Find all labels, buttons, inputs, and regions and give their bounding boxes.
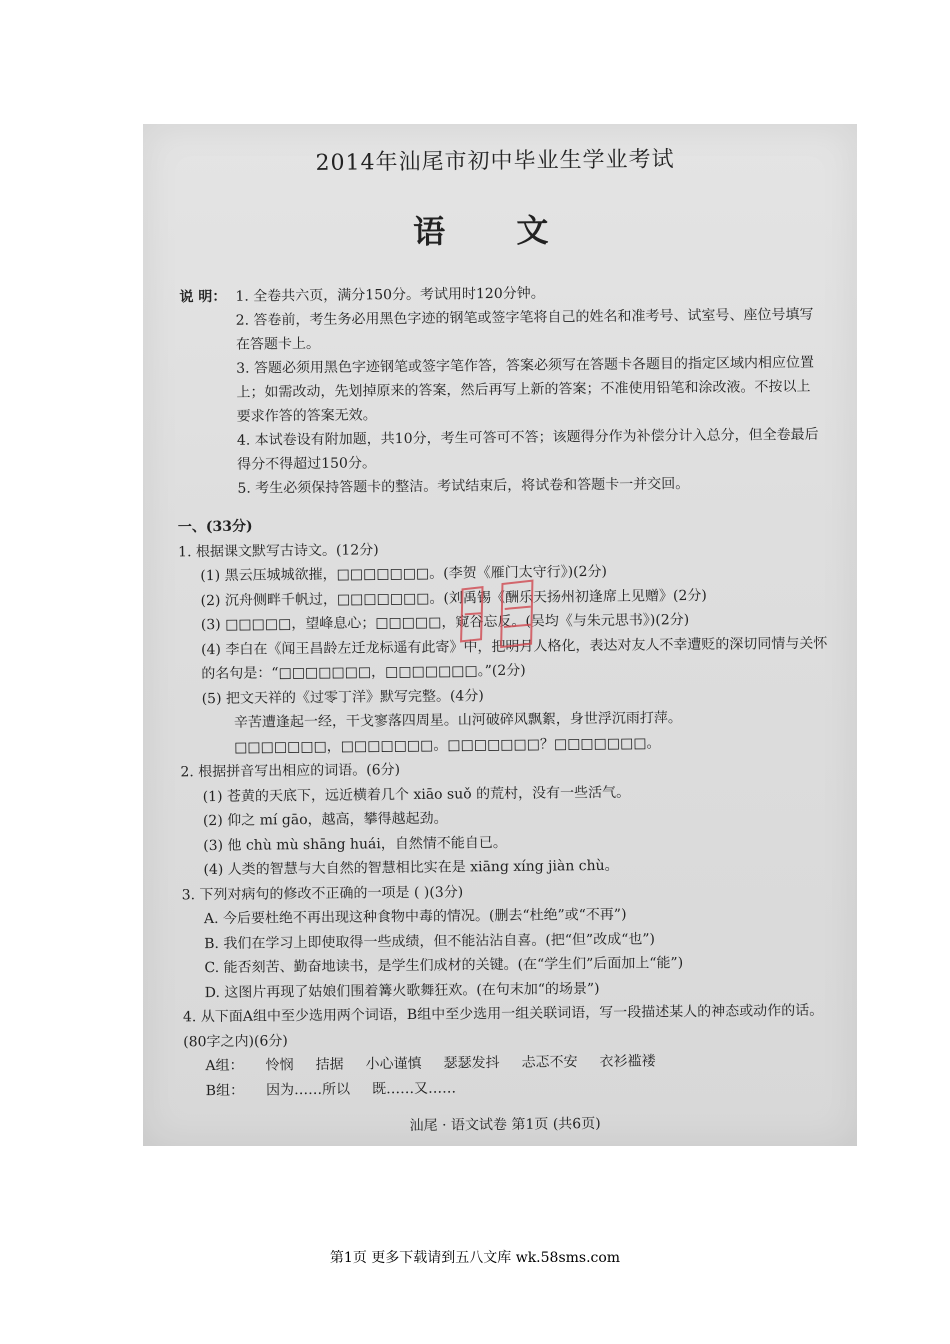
question-1-item: (1) 黑云压城城欲摧，□□□□□□□。(李贺《雁门太守行》)(2分) (200, 563, 608, 585)
poem-blanks: □□□□□□□，□□□□□□□。□□□□□□□？□□□□□□□。 (234, 734, 661, 756)
subject-title: 语 文 (412, 211, 579, 251)
question-2-item: (1) 苍黄的天底下，远近横着几个 xiāo suǒ 的荒村，没有一些活气。 (202, 784, 631, 805)
question-2-item: (4) 人类的智慧与大自然的智慧相比实在是 xiāng xíng jiàn chù。 (203, 857, 619, 879)
group-a-word: 忐忑不安 (521, 1054, 578, 1071)
instruction-item: 2. 答卷前，考生务必用黑色字迹的钢笔或签字笔将自己的姓名和准考号、试室号、座位号填写在答题卡上。 (235, 306, 814, 353)
exam-title: 2014年汕尾市初中毕业生学业考试 (315, 147, 675, 176)
question-1-item: (3) □□□□□，望峰息心；□□□□□，窥谷忘反。(吴均《与朱元思书》)(2分) (200, 612, 690, 634)
question-3-option: D. 这图片再现了姑娘们围着篝火歌舞狂欢。(在句末加“的场景”) (204, 980, 600, 1001)
group-b-pair: 因为……所以 (265, 1081, 351, 1098)
exam-photo (143, 124, 857, 1146)
group-a-word: 瑟瑟发抖 (443, 1055, 500, 1072)
sheet-footer: 汕尾 · 语文试卷 第1页 (共6页) (409, 1115, 601, 1134)
question-1-item: (5) 把文天祥的《过零丁洋》默写完整。(4分) (201, 687, 484, 707)
instruction-item: 4. 本试卷设有附加题，共10分，考生可答可不答；该题得分作为补偿分计入总分，但全卷最后得分不得超过150分。 (236, 426, 819, 473)
group-a-word: 衣衫褴褛 (599, 1053, 656, 1070)
red-stamp-mark (442, 568, 563, 659)
instruction-item: 3. 答题必须用黑色字迹钢笔或签字笔作答，答案必须写在答题卡各题目的指定区域内相应位置上；如需改动，先划掉原来的答案，然后再写上新的答案；不准使用铅笔和涂改液。不按以上要求作答的答案无效。 (236, 354, 815, 425)
question-2-stem: 2. 根据拼音写出相应的词语。(6分) (180, 762, 401, 781)
exam-sheet (143, 124, 857, 1146)
question-2-item: (3) 他 chù mù shāng huái，自然情不能自已。 (203, 834, 507, 854)
poem-line: 辛苦遭逢起一经，干戈寥落四周星。山河破碎风飘絮，身世浮沉雨打萍。 (233, 710, 682, 731)
instruction-item: 1. 全卷共六页，满分150分。考试用时120分钟。 (235, 285, 545, 305)
question-1-item: (4) 李白在《闻王昌龄左迁龙标遥有此寄》中，把明月人格化，表达对友人不幸遭贬的深切同情与关怀的名句是：“□□□□□□□，□□□□□□□。”(2分) (201, 635, 828, 683)
group-b-pair: 既……又…… (371, 1079, 457, 1097)
instructions (179, 279, 821, 502)
group-b-label: B组： (205, 1082, 245, 1099)
question-3-option: B. 我们在学习上即使取得一些成绩，但不能沾沾自喜。(把“但”改成“也”) (204, 930, 656, 952)
section-title: 一、(33分) (177, 518, 253, 536)
group-a-word: 小心谨慎 (365, 1055, 422, 1073)
question-1-item: (2) 沉舟侧畔千帆过，□□□□□□□。(刘禹锡《酬乐天扬州初逢席上见赠》(2分) (200, 587, 707, 609)
question-3-option: C. 能否刻苦、勤奋地读书，是学生们成材的关键。(在“学生们”后面加上“能”) (204, 955, 684, 977)
instructions-label: 说 明： (179, 288, 227, 306)
group-a-label: A组： (205, 1057, 244, 1075)
instruction-item: 5. 考生必须保持答题卡的整洁。考试结束后，将试卷和答题卡一并交回。 (237, 476, 690, 497)
page-footer: 第1页 更多下载请到五八文库 wk.58sms.com (329, 1250, 621, 1266)
group-a-word: 拮据 (315, 1056, 344, 1073)
question-4-stem: 4. 从下面A组中至少选用两个词语，B组中至少选用一组关联词语，写一段描述某人的神态或动作的话。(80字之内)(6分) (182, 1002, 824, 1050)
question-3-stem: 3. 下列对病句的修改不正确的一项是 ( )(3分) (181, 883, 464, 903)
question-3-option: A. 今后要杜绝不再出现这种食物中毒的情况。(删去“杜绝”或“不再”) (203, 906, 627, 928)
question-2-item: (2) 仰之 mí gāo，越高，攀得越起劲。 (202, 810, 448, 830)
question-1-stem: 1. 根据课文默写古诗文。(12分) (178, 541, 379, 560)
group-a-word: 怜悯 (265, 1057, 294, 1074)
